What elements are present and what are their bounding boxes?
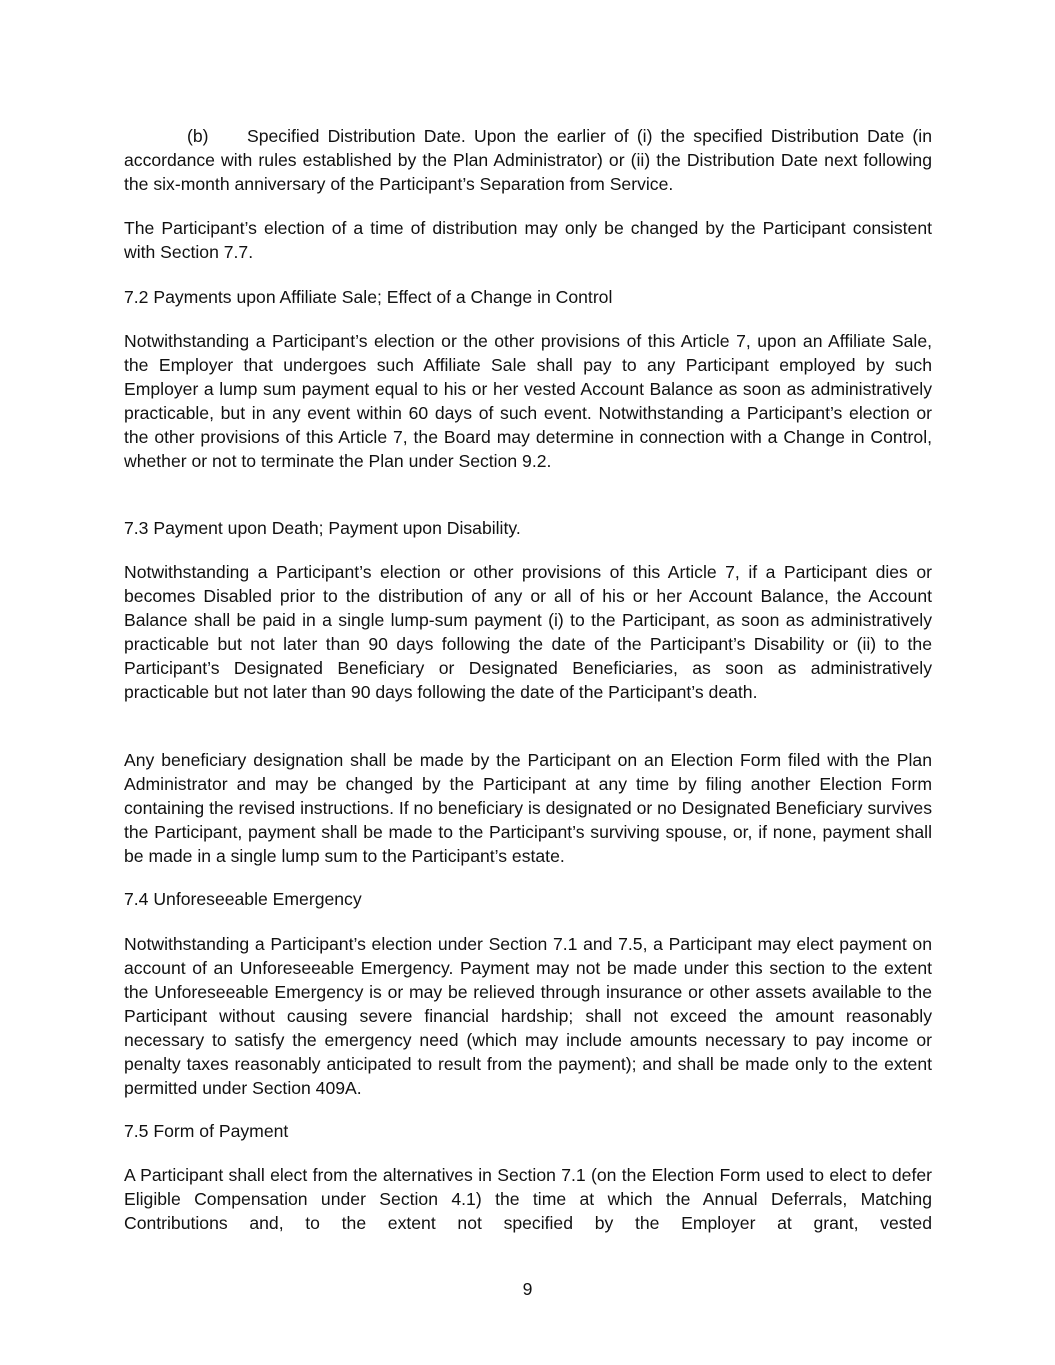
page-number: 9 [522, 1279, 533, 1299]
section-heading-7-5: 7.5 Form of Payment [124, 1121, 289, 1141]
paragraph: Notwithstanding a Participant’s election or other provisions of this Article 7, if a Participant dies or becomes Disabled prior to the distribution of any or all of his or her Account Balance, the Account Balance shall be paid in a single lump-sum payment (i) to the Participant, as soon as administratively practicable but not later than 90 days following the date of the Participant’s Disability or (ii) to the Participant’s Designated Beneficiary or Designated Beneficiaries, as soon as administratively practicable but not later than 90 days following the date of the Participant’s death. [124, 562, 932, 702]
item-text: Specified Distribution Date. Upon the earlier of (i) the specified Distribution Date (in accordance with rules established by the Plan Administrator) or (ii) the Distribution Date next following the six-month anniversary of the Participant’s Separation from Service. [124, 126, 932, 194]
paragraph: Any beneficiary designation shall be made by the Participant on an Election Form filed with the Plan Administrator and may be changed by the Participant at any time by filing another Election Form containing the revised instructions. If no beneficiary is designated or no Designated Beneficiary survives the Participant, payment shall be made to the Participant’s surviving spouse, or, if none, payment shall be made in a single lump sum to the Participant’s estate. [124, 750, 932, 866]
paragraph: Notwithstanding a Participant’s election or the other provisions of this Article 7, upon an Affiliate Sale, the Employer that undergoes such Affiliate Sale shall pay to any Participant employed by such Employer a lump sum payment equal to his or her vested Account Balance as soon as administratively practicable, but in any event within 60 days of such event. Notwithstanding a Participant’s election or the other provisions of this Article 7, the Board may determine in connection with a Change in Control, whether or not to terminate the Plan under Section 9.2. [124, 331, 932, 471]
section-heading-7-2: 7.2 Payments upon Affiliate Sale; Effect of a Change in Control [124, 287, 613, 307]
item-b [124, 124, 932, 196]
section-heading-7-3: 7.3 Payment upon Death; Payment upon Disability. [124, 518, 521, 538]
section-heading-7-4: 7.4 Unforeseeable Emergency [124, 889, 362, 909]
paragraph: Notwithstanding a Participant’s election under Section 7.1 and 7.5, a Participant may elect payment on account of an Unforeseeable Emergency. Payment may not be made under this section to the extent the Unforeseeable Emergency is or may be relieved through insurance or other assets available to the Participant without causing severe financial hardship; shall not exceed the amount reasonably necessary to satisfy the emergency need (which may include amounts necessary to pay income or penalty taxes reasonably anticipated to result from the payment); and shall be made only to the extent permitted under Section 409A. [124, 934, 932, 1098]
paragraph: A Participant shall elect from the alternatives in Section 7.1 (on the Election Form used to elect to defer Eligible Compensation under Section 4.1) the time at which the Annual Deferrals, Matching Contributions and, to the extent not specified by the Employer at grant, vested [124, 1165, 932, 1233]
paragraph: The Participant’s election of a time of distribution may only be changed by the Participant consistent with Section 7.7. [124, 218, 932, 262]
item-label: (b) [187, 126, 209, 146]
